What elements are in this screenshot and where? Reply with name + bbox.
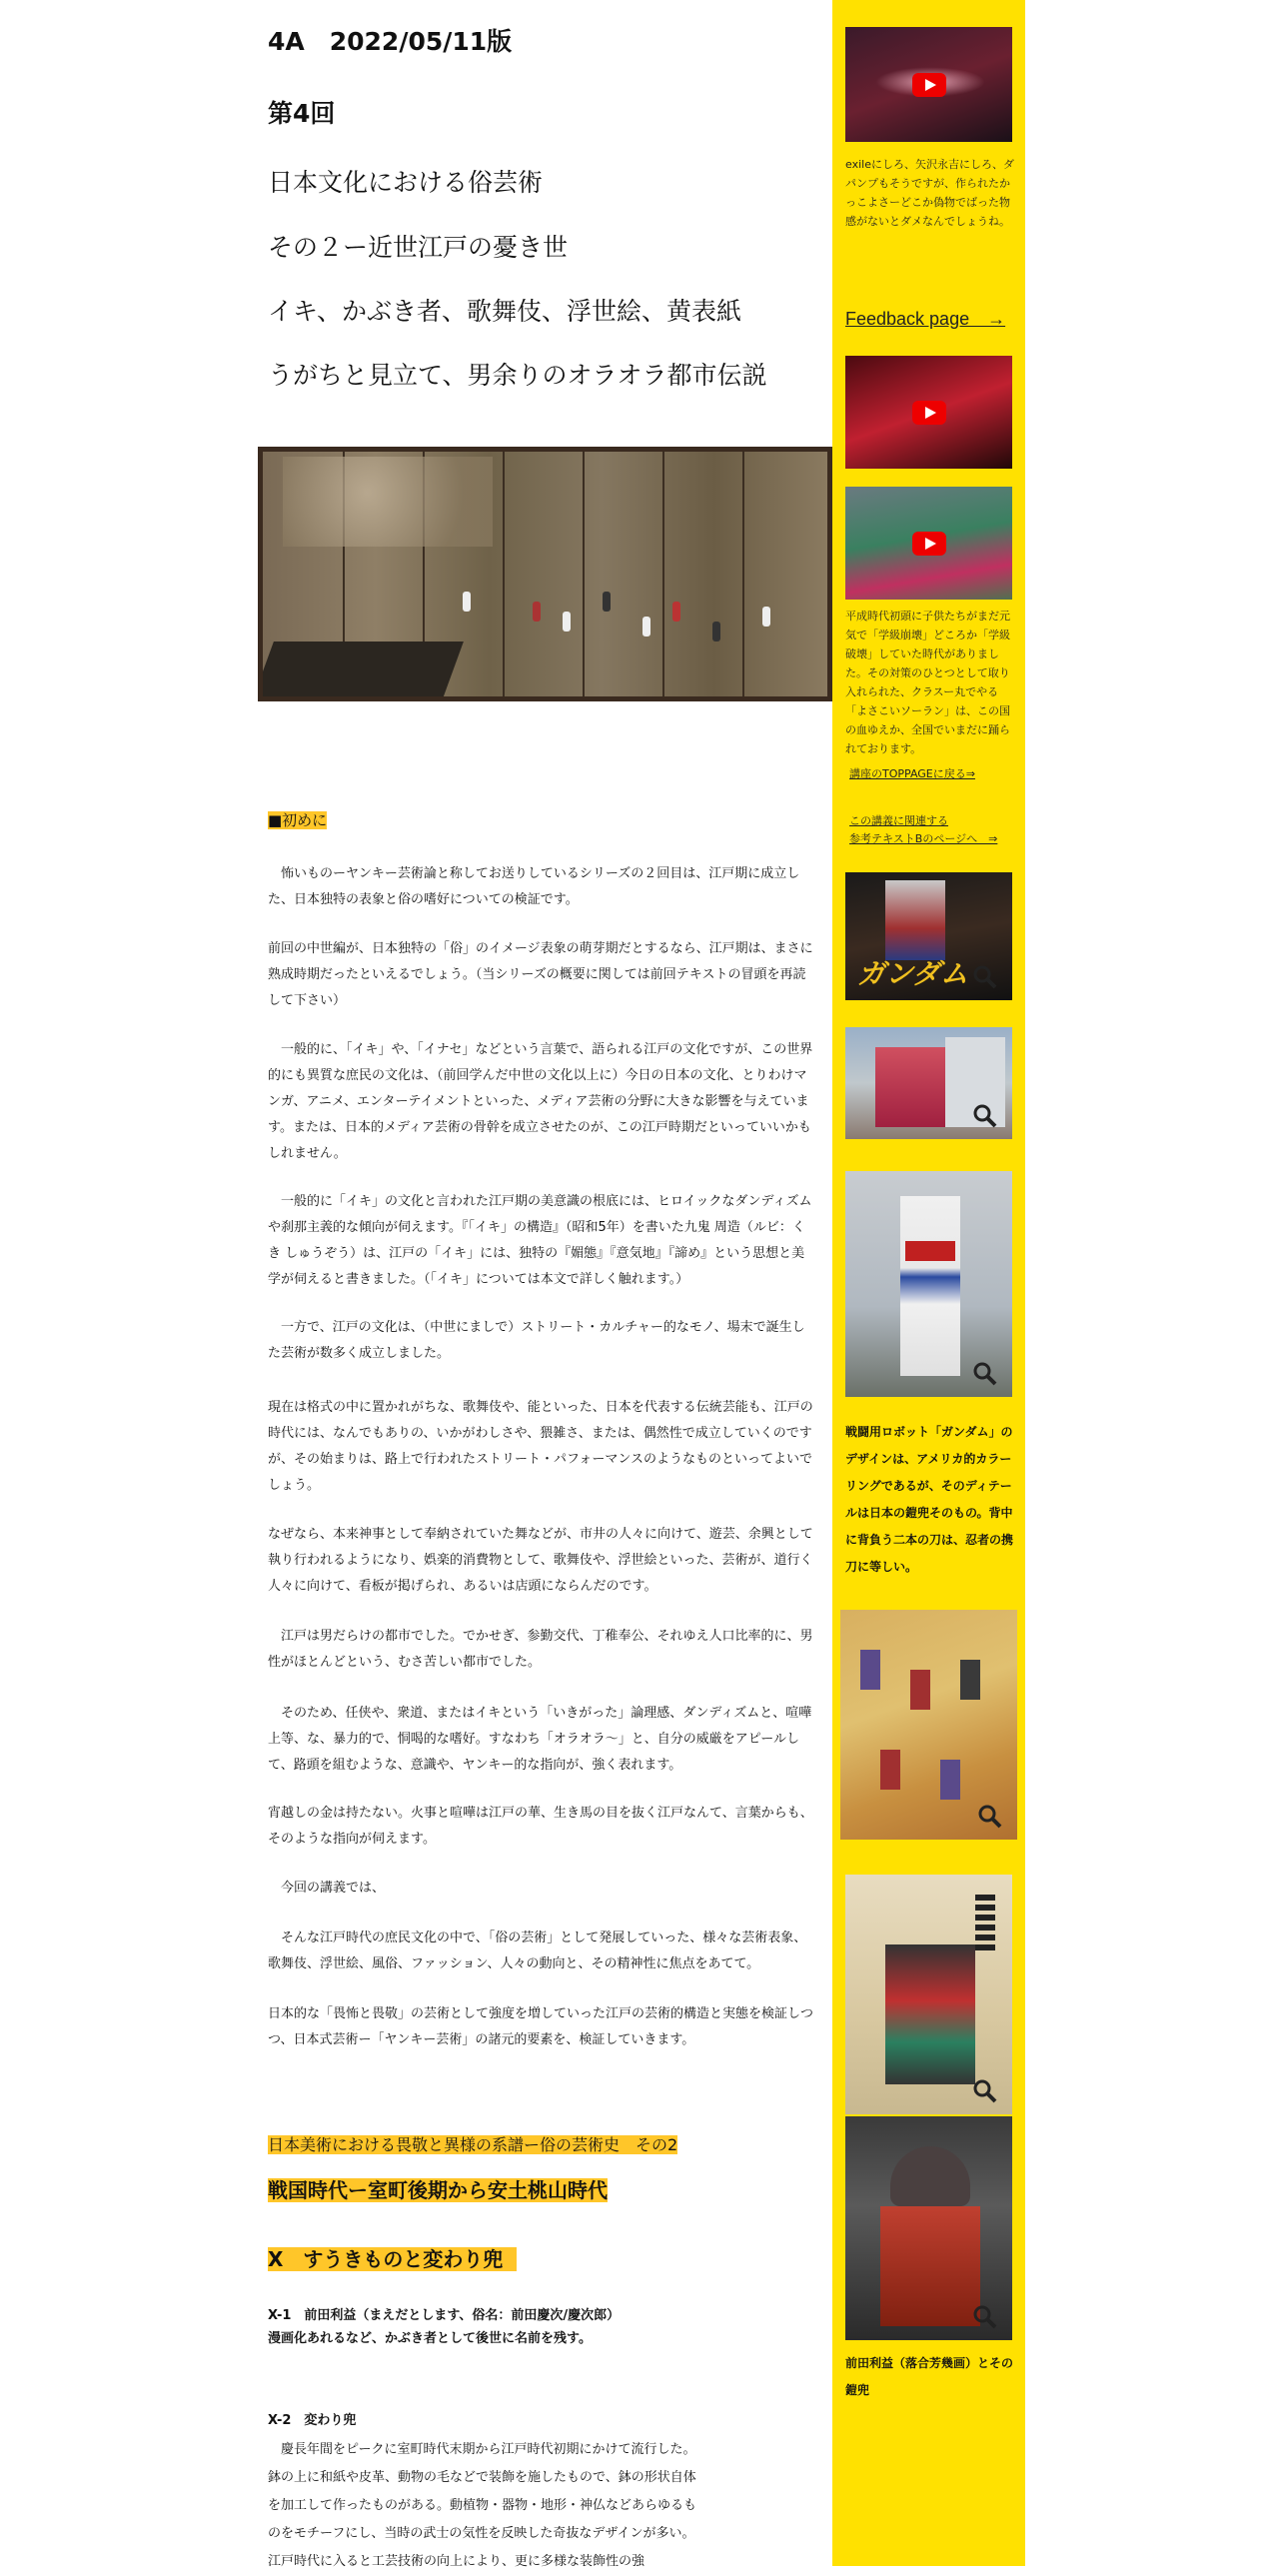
intro-paragraph: そのため、任侠や、衆道、またはイキという「いきがった」論理感、ダンディズムと、喧嘩上等、な、暴力的で、恫喝的な嗜好。すなわち「オラオラ〜」と、自分の威厳をアピールして、路頭を組むような、意識や、ヤンキー的な指向が、強く表れます。	[268, 1706, 812, 1773]
intro-paragraph: 今回の講義では、	[268, 1881, 386, 1896]
gundam-logo: ガンダム	[857, 957, 968, 990]
armor-photo[interactable]	[845, 2116, 1012, 2340]
magnifier-icon[interactable]	[972, 1361, 998, 1387]
intro-paragraph: そんな江戸時代の庶民文化の中で、「俗の芸術」として発展していった、様々な芸術表象、歌舞伎、浮世絵、風俗、ファッション、人々の動向と、その精神性に焦点をあてて。	[268, 1931, 807, 1971]
version-label: 4A 2022/05/11版	[268, 27, 513, 56]
gundam-statue-photo[interactable]	[845, 1027, 1012, 1139]
intro-paragraph: 宵越しの金は持たない。火事と喧嘩は江戸の華、生き馬の目を抜く江戸なんて、言葉からも、そのような指向が伺えます。	[268, 1806, 813, 1847]
youtube-play-icon[interactable]	[912, 401, 946, 425]
intro-paragraph: 江戸は男だらけの都市でした。でかせぎ、参勤交代、丁稚奉公、それゆえ人口比率的に、男性がほとんどという、むさ苦しい都市でした。	[268, 1629, 813, 1670]
magnifier-icon[interactable]	[972, 2078, 998, 2104]
title-line-3: イキ、かぶき者、歌舞伎、浮世絵、黄表紙	[268, 297, 742, 326]
intro-paragraph: 前回の中世編が、日本独特の「俗」のイメージ表象の萌芽期だとするなら、江戸期は、まさに熟成時期だったといえるでしょう。（当シリーズの概要に関しては前回テキストの冒頭を再読して下さい）	[268, 941, 813, 1008]
feedback-link[interactable]: Feedback page →	[845, 309, 1006, 329]
ukiyoe-dance-image[interactable]	[840, 1610, 1017, 1840]
intro-heading: ■初めに	[268, 811, 328, 829]
x1-description: 漫画化あれるなど、かぶき者として後世に名前を残す。	[268, 2331, 592, 2346]
era-title: 戦国時代ー室町後期から安土桃山時代	[268, 2178, 608, 2202]
intro-paragraph: 現在は格式の中に置かれがちな、歌舞伎や、能といった、日本を代表する伝統芸能も、江戸の時代には、なんでもありの、いかがわしさや、猥雑さ、または、偶然性で成立していくのですが、その始まりは、路上で行われたストリート・パフォーマンスのようなものといってよいでしょう。	[268, 1400, 813, 1493]
magnifier-icon[interactable]	[972, 2304, 998, 2330]
section-subtitle: X すうきものと変わり兜	[268, 2243, 517, 2272]
magnifier-icon[interactable]	[972, 964, 998, 990]
folding-screen-image	[258, 447, 832, 701]
intro-paragraph: 一方で、江戸の文化は、（中世にましで）ストリート・カルチャー的なモノ、場末で誕生した芸術が数多く成立しました。	[268, 1320, 805, 1361]
gundam-caption: 戦闘用ロボット「ガンダム」のデザインは、アメリカ的カラーリングであるが、そのディテールは日本の鎧兜そのもの。背中に背負う二本の刀は、忍者の携刀に等しい。	[845, 1425, 1014, 1574]
gundam-poster-image[interactable]	[845, 872, 1012, 1000]
series-title: 日本美術における畏敬と異様の系譜ー俗の芸術史 その2	[268, 2135, 678, 2154]
title-line-1: 日本文化における俗芸術	[268, 168, 544, 197]
intro-paragraph: 怖いものーヤンキー芸術論と称してお送りしているシリーズの２回目は、江戸期に成立した、日本独特の表象と俗の嗜好についての検証です。	[268, 866, 800, 907]
armor-caption: 前田利益（落合芳幾画）とその鎧兜	[845, 2356, 1014, 2397]
title-line-2: その２ー近世江戸の憂き世	[268, 233, 569, 262]
x2-title: X-2 変わり兜	[268, 2413, 357, 2428]
video-thumbnail-yosakoi[interactable]	[845, 487, 1012, 600]
intro-paragraph: 一般的に、「イキ」や、「イナセ」などという言葉で、語られる江戸の文化ですが、この世界的にも異質な庶民の文化は、（前回学んだ中世の文化以上に）今日の日本の文化、とりわけマンガ、アニメ、エンターテイメントといった、メディア芸術の分野に大きな影響を与えています。または、日本的メディア芸術の骨幹を成立させたのが、この江戸時期だといっていいかもしれません。	[268, 1042, 813, 1161]
gundam-full-statue-photo[interactable]	[845, 1171, 1012, 1397]
chapter-label: 第4回	[268, 99, 336, 128]
reference-link-line-2[interactable]: 参考テキストBのページへ ⇒	[849, 832, 998, 845]
magnifier-icon[interactable]	[972, 1103, 998, 1129]
video-thumbnail-concert[interactable]	[845, 27, 1012, 142]
youtube-play-icon[interactable]	[912, 532, 946, 556]
youtube-play-icon[interactable]	[912, 73, 946, 97]
intro-paragraph: 日本的な「畏怖と畏敬」の芸術として強度を増していった江戸の芸術的構造と実態を検証しつつ、日本式芸術ー「ヤンキー芸術」の諸元的要素を、検証していきます。	[268, 2006, 814, 2047]
video-thumbnail-festival[interactable]	[845, 356, 1012, 469]
top-page-link[interactable]: 講座のTOPPAGEに戻る⇒	[849, 767, 975, 780]
reference-link-line-1[interactable]: この講義に関連する	[849, 814, 948, 827]
title-line-4: うがちと見立て、男余りのオラオラ都市伝説	[268, 361, 767, 390]
x2-text: 慶長年間をピークに室町時代末期から江戸時代初期にかけて流行した。鉢の上に和紙や皮革、動物の毛などで装飾を施したもので、鉢の形状自体を加工して作ったものがある。動植物・器物・地形・神仏などあらゆるものをモチーフにし、当時の武士の気性を反映した奇抜なデザインが多い。江戸時代に入ると工芸技術の向上により、更に多様な装飾性の強	[268, 2442, 697, 2569]
ukiyoe-warrior-image[interactable]	[845, 1875, 1012, 2114]
intro-paragraph: 一般的に「イキ」の文化と言われた江戸期の美意識の根底には、ヒロイックなダンディズムや刹那主義的な傾向が伺えます。『「イキ」の構造』（昭和5年）を書いた九鬼 周造（ルビ：くき しゅうぞう）は、江戸の「イキ」には、独特の『媚態』『意気地』『諦め』という思想と美学が伺えると書きました。（「イキ」については本文で詳しく触れます。）	[268, 1194, 812, 1287]
x1-title: X-1 前田利益（まえだとします、俗名：前田慶次/慶次郎）	[268, 2308, 621, 2323]
video-caption: exileにしろ、矢沢永吉にしろ、ダパンプもそうですが、作られたかっこよさーどこか偽物でばった物感がないとダメなんでしょうね。	[845, 158, 1014, 228]
intro-paragraph: なぜなら、本来神事として奉納されていた舞などが、市井の人々に向けて、遊芸、余興として執り行われるようになり、娯楽的消費物として、歌舞伎や、浮世絵といった、芸術が、道行く人々に向けて、看板が掲げられ、あるいは店頭にならんだのです。	[268, 1527, 813, 1594]
magnifier-icon[interactable]	[977, 1804, 1003, 1830]
dance-caption: 平成時代初頭に子供たちがまだ元気で「学級崩壊」どころか「学級破壊」していた時代がありました。その対策のひとつとして取り入れられた、クラスー丸でやる「よさこいソーラン」は、この国の血ゆえか、全国でいまだに踊られております。	[845, 610, 1010, 755]
